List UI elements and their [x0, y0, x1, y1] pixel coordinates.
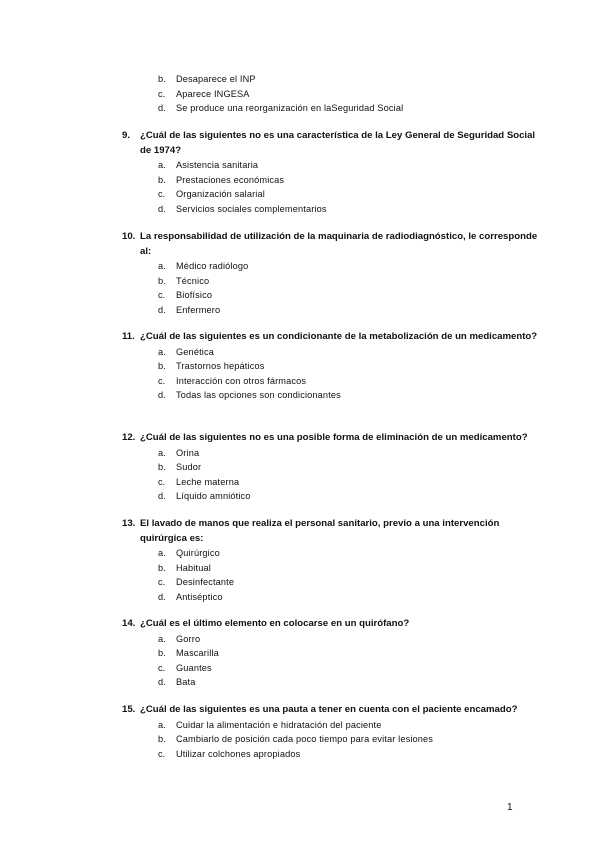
option-10a: a. Médico radiólogo [158, 261, 249, 272]
option-8c: c. Aparece INGESA [158, 88, 250, 99]
question-13-heading: 13. El lavado de manos que realiza el personal sanitario, previo a una intervención quirúrgica es: [122, 518, 500, 544]
option-11d: d. Todas las opciones son condicionantes [158, 390, 341, 401]
option-13d: d. Antiséptico [158, 591, 223, 602]
question-8-options [158, 72, 403, 116]
question-14 [122, 617, 542, 690]
option-13b: b. Habitual [158, 562, 211, 573]
option-9b: b. Prestaciones económicas [158, 174, 285, 185]
option-15b: b. Cambiarlo de posición cada poco tiempo para evitar lesiones [158, 734, 434, 745]
option-14b: b. Mascarilla [158, 648, 219, 659]
option-11b: b. Trastornos hepáticos [158, 361, 265, 372]
option-11a: a. Genética [158, 346, 214, 357]
option-12c: c. Leche materna [158, 476, 240, 487]
page-number: 1 [507, 802, 513, 813]
question-11 [122, 330, 542, 403]
option-9a: a. Asistencia sanitaria [158, 160, 259, 171]
option-14c: c. Guantes [158, 662, 212, 673]
option-14a: a. Gorro [158, 633, 201, 644]
option-12a: a. Orina [158, 447, 200, 458]
option-12b: b. Sudor [158, 462, 202, 473]
option-10d: d. Enfermero [158, 304, 221, 315]
question-14-options [158, 632, 542, 690]
question-13 [122, 517, 542, 605]
option-15a: a. Cuidar la alimentación e hidratación del paciente [158, 719, 382, 730]
option-13a: a. Quirúrgico [158, 548, 220, 559]
question-13-options [158, 546, 542, 604]
option-13c: c. Desinfectante [158, 577, 235, 588]
option-9c: c. Organización salarial [158, 189, 265, 200]
question-14-heading: 14. ¿Cuál es el último elemento en colocarse en un quirófano? [122, 618, 410, 629]
option-10c: c. Biofísico [158, 290, 213, 301]
question-15-heading: 15. ¿Cuál de las siguientes es una pauta a tener en cuenta con el paciente encamado? [122, 704, 518, 715]
option-14d: d. Bata [158, 677, 196, 688]
option-12d: d. Líquido amniótico [158, 491, 251, 502]
option-11c: c. Interacción con otros fármacos [158, 375, 307, 386]
question-15-options [158, 718, 542, 762]
option-9d: d. Servicios sociales complementarios [158, 203, 327, 214]
question-9-heading: 9. ¿Cuál de las siguientes no es una característica de la Ley General de Seguridad Social de 1974? [122, 130, 536, 156]
question-10 [122, 230, 542, 318]
question-9 [122, 129, 542, 217]
question-10-heading: 10. La responsabilidad de utilización de la maquinaria de radiodiagnóstico, le corresponde al: [122, 231, 538, 257]
question-11-options [158, 345, 542, 403]
question-15 [122, 703, 542, 761]
option-8b: b. Desaparece el INP [158, 74, 256, 84]
question-12-options [158, 446, 542, 504]
question-11-heading: 11. ¿Cuál de las siguientes es un condicionante de la metabolización de un medicamento? [122, 331, 538, 342]
question-12-heading: 12. ¿Cuál de las siguientes no es una posible forma de eliminación de un medicamento? [122, 432, 528, 443]
question-12 [122, 431, 542, 504]
question-10-options [158, 259, 542, 317]
option-10b: b. Técnico [158, 275, 210, 286]
option-8d: d. Se produce una reorganización en laSeguridad Social [158, 103, 404, 114]
question-9-options [158, 158, 542, 216]
option-15c: c. Utilizar colchones apropiados [158, 748, 301, 759]
